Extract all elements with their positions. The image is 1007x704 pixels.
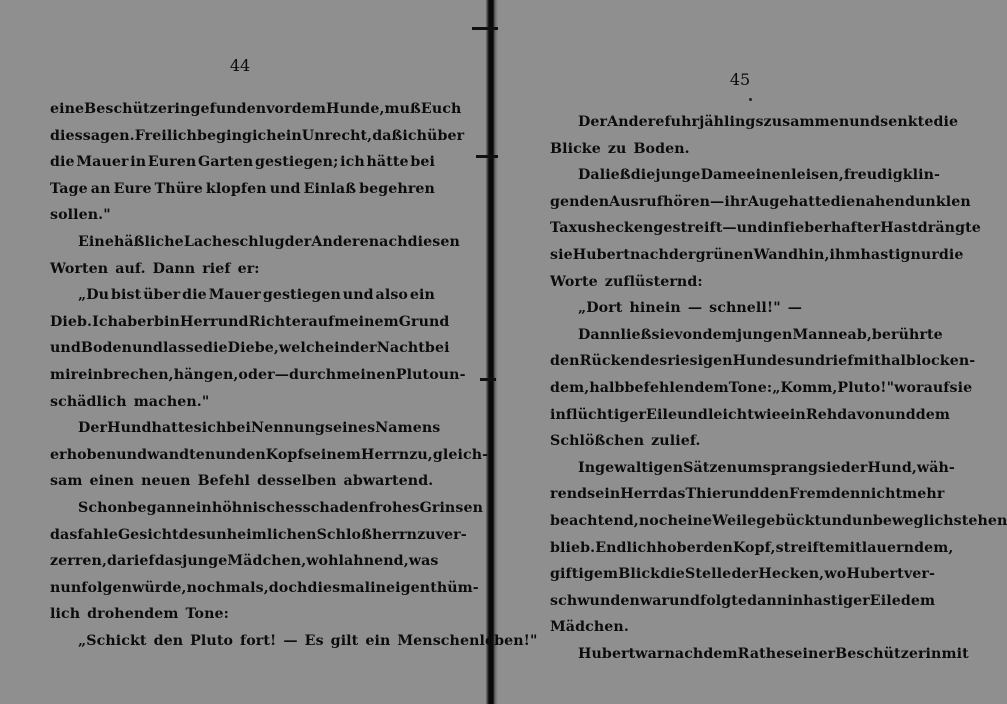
book-gutter	[486, 0, 498, 704]
gutter-binding-mark	[480, 378, 496, 381]
text-line: und Boden und lasse die Diebe, welche in der Nacht bei	[50, 340, 450, 357]
text-line: schädlich machen."	[50, 393, 210, 410]
text-line: „Dort hinein — schnell!" —	[578, 300, 803, 317]
text-line: nun folgen würde, nochmals, doch diesmal in eigenthüm-	[50, 579, 479, 596]
ink-speck	[749, 98, 752, 101]
text-line: Da ließ die junge Dame einen leisen, freudig klin-	[578, 167, 941, 184]
page-text	[50, 96, 538, 654]
page-number: 44	[229, 56, 251, 75]
text-line: sam einen neuen Befehl desselben abwartend.	[50, 473, 434, 490]
text-line: die Mauer in Euren Garten gestiegen; ich hätte bei	[50, 154, 435, 171]
text-line: sie Hubert nach der grünen Wand hin, ihm hastig nur die	[550, 246, 964, 263]
page-text	[550, 109, 1007, 667]
text-line: lich drohendem Tone:	[50, 606, 229, 623]
text-line: Mädchen.	[550, 619, 629, 636]
text-line: Blicke zu Boden.	[550, 140, 690, 157]
text-line: Hubert war nach dem Rathe seiner Beschützerin mit	[578, 645, 969, 662]
text-line: sollen."	[50, 207, 111, 224]
text-line: Worte zuflüsternd:	[550, 273, 703, 290]
text-line: den Rücken des riesigen Hundes und rief mit halb locken-	[550, 353, 976, 370]
text-line: rend sein Herr das Thier und den Fremden nicht mehr	[550, 486, 945, 503]
text-line: Tage an Eure Thüre klopfen und Einlaß begehren	[50, 180, 435, 197]
text-line: beachtend, noch eine Weile gebückt und unbeweglich stehen	[550, 512, 1007, 529]
gutter-binding-mark	[476, 155, 498, 158]
text-line: Taxushecken gestreift — und in fieberhafter Hast drängte	[550, 220, 981, 237]
text-line: Worten auf. Dann rief er:	[50, 260, 260, 277]
text-line: dies sagen. Freilich beging ich ein Unrecht, daß ich über	[50, 127, 465, 144]
page-number: 45	[729, 70, 751, 89]
text-line: Der Andere fuhr jählings zusammen und senkte die	[578, 114, 959, 130]
text-line: das fahle Gesicht des unheimlichen Schloßherrn zu ver-	[50, 526, 467, 543]
text-line: Schlößchen zulief.	[550, 433, 701, 450]
text-line: Eine häßliche Lache schlug der Andere nach diesen	[78, 233, 460, 250]
text-line: dem, halb befehlendem Tone: „Komm, Pluto!" worauf sie	[550, 379, 973, 396]
gutter-binding-mark	[472, 27, 498, 30]
text-line: Der Hund hatte sich bei Nennung seines Namens	[78, 420, 441, 437]
text-line: eine Beschützerin gefunden vor dem Hunde, muß Euch	[50, 101, 462, 117]
text-line: „Du bist über die Mauer gestiegen und also ein	[78, 287, 435, 304]
text-line: in flüchtiger Eile und leicht wie ein Reh davon und dem	[550, 406, 951, 423]
text-line: blieb. Endlich hob er den Kopf, streifte mit lauerndem,	[550, 539, 954, 556]
text-line: giftigem Blick die Stelle der Hecken, wo Hubert ver-	[550, 566, 935, 583]
text-line: „Schickt den Pluto fort! — Es gilt ein Menschenleben!"	[78, 632, 538, 649]
text-line: In gewaltigen Sätzen umsprang sie der Hund, wäh-	[578, 459, 955, 476]
text-line: schwunden war und folgte dann in hastiger Eile dem	[550, 592, 936, 609]
text-line: zerren, da rief das junge Mädchen, wohl ahnend, was	[50, 553, 439, 570]
text-line: erhoben und wandte nun den Kopf seinem Herrn zu, gleich-	[50, 446, 489, 463]
text-line: mir einbrechen, hängen, oder — durch meinen Pluto un-	[50, 366, 466, 383]
text-line: Dann ließ sie von dem jungen Manne ab, berührte	[578, 326, 943, 343]
text-line: Schon begann ein höhnisches schadenfrohes Grinsen	[78, 499, 483, 516]
text-line: Dieb. Ich aber bin Herr und Richter auf meinem Grund	[50, 313, 450, 330]
text-line: genden Ausruf hören — ihr Auge hatte die nahen dunklen	[550, 193, 971, 210]
